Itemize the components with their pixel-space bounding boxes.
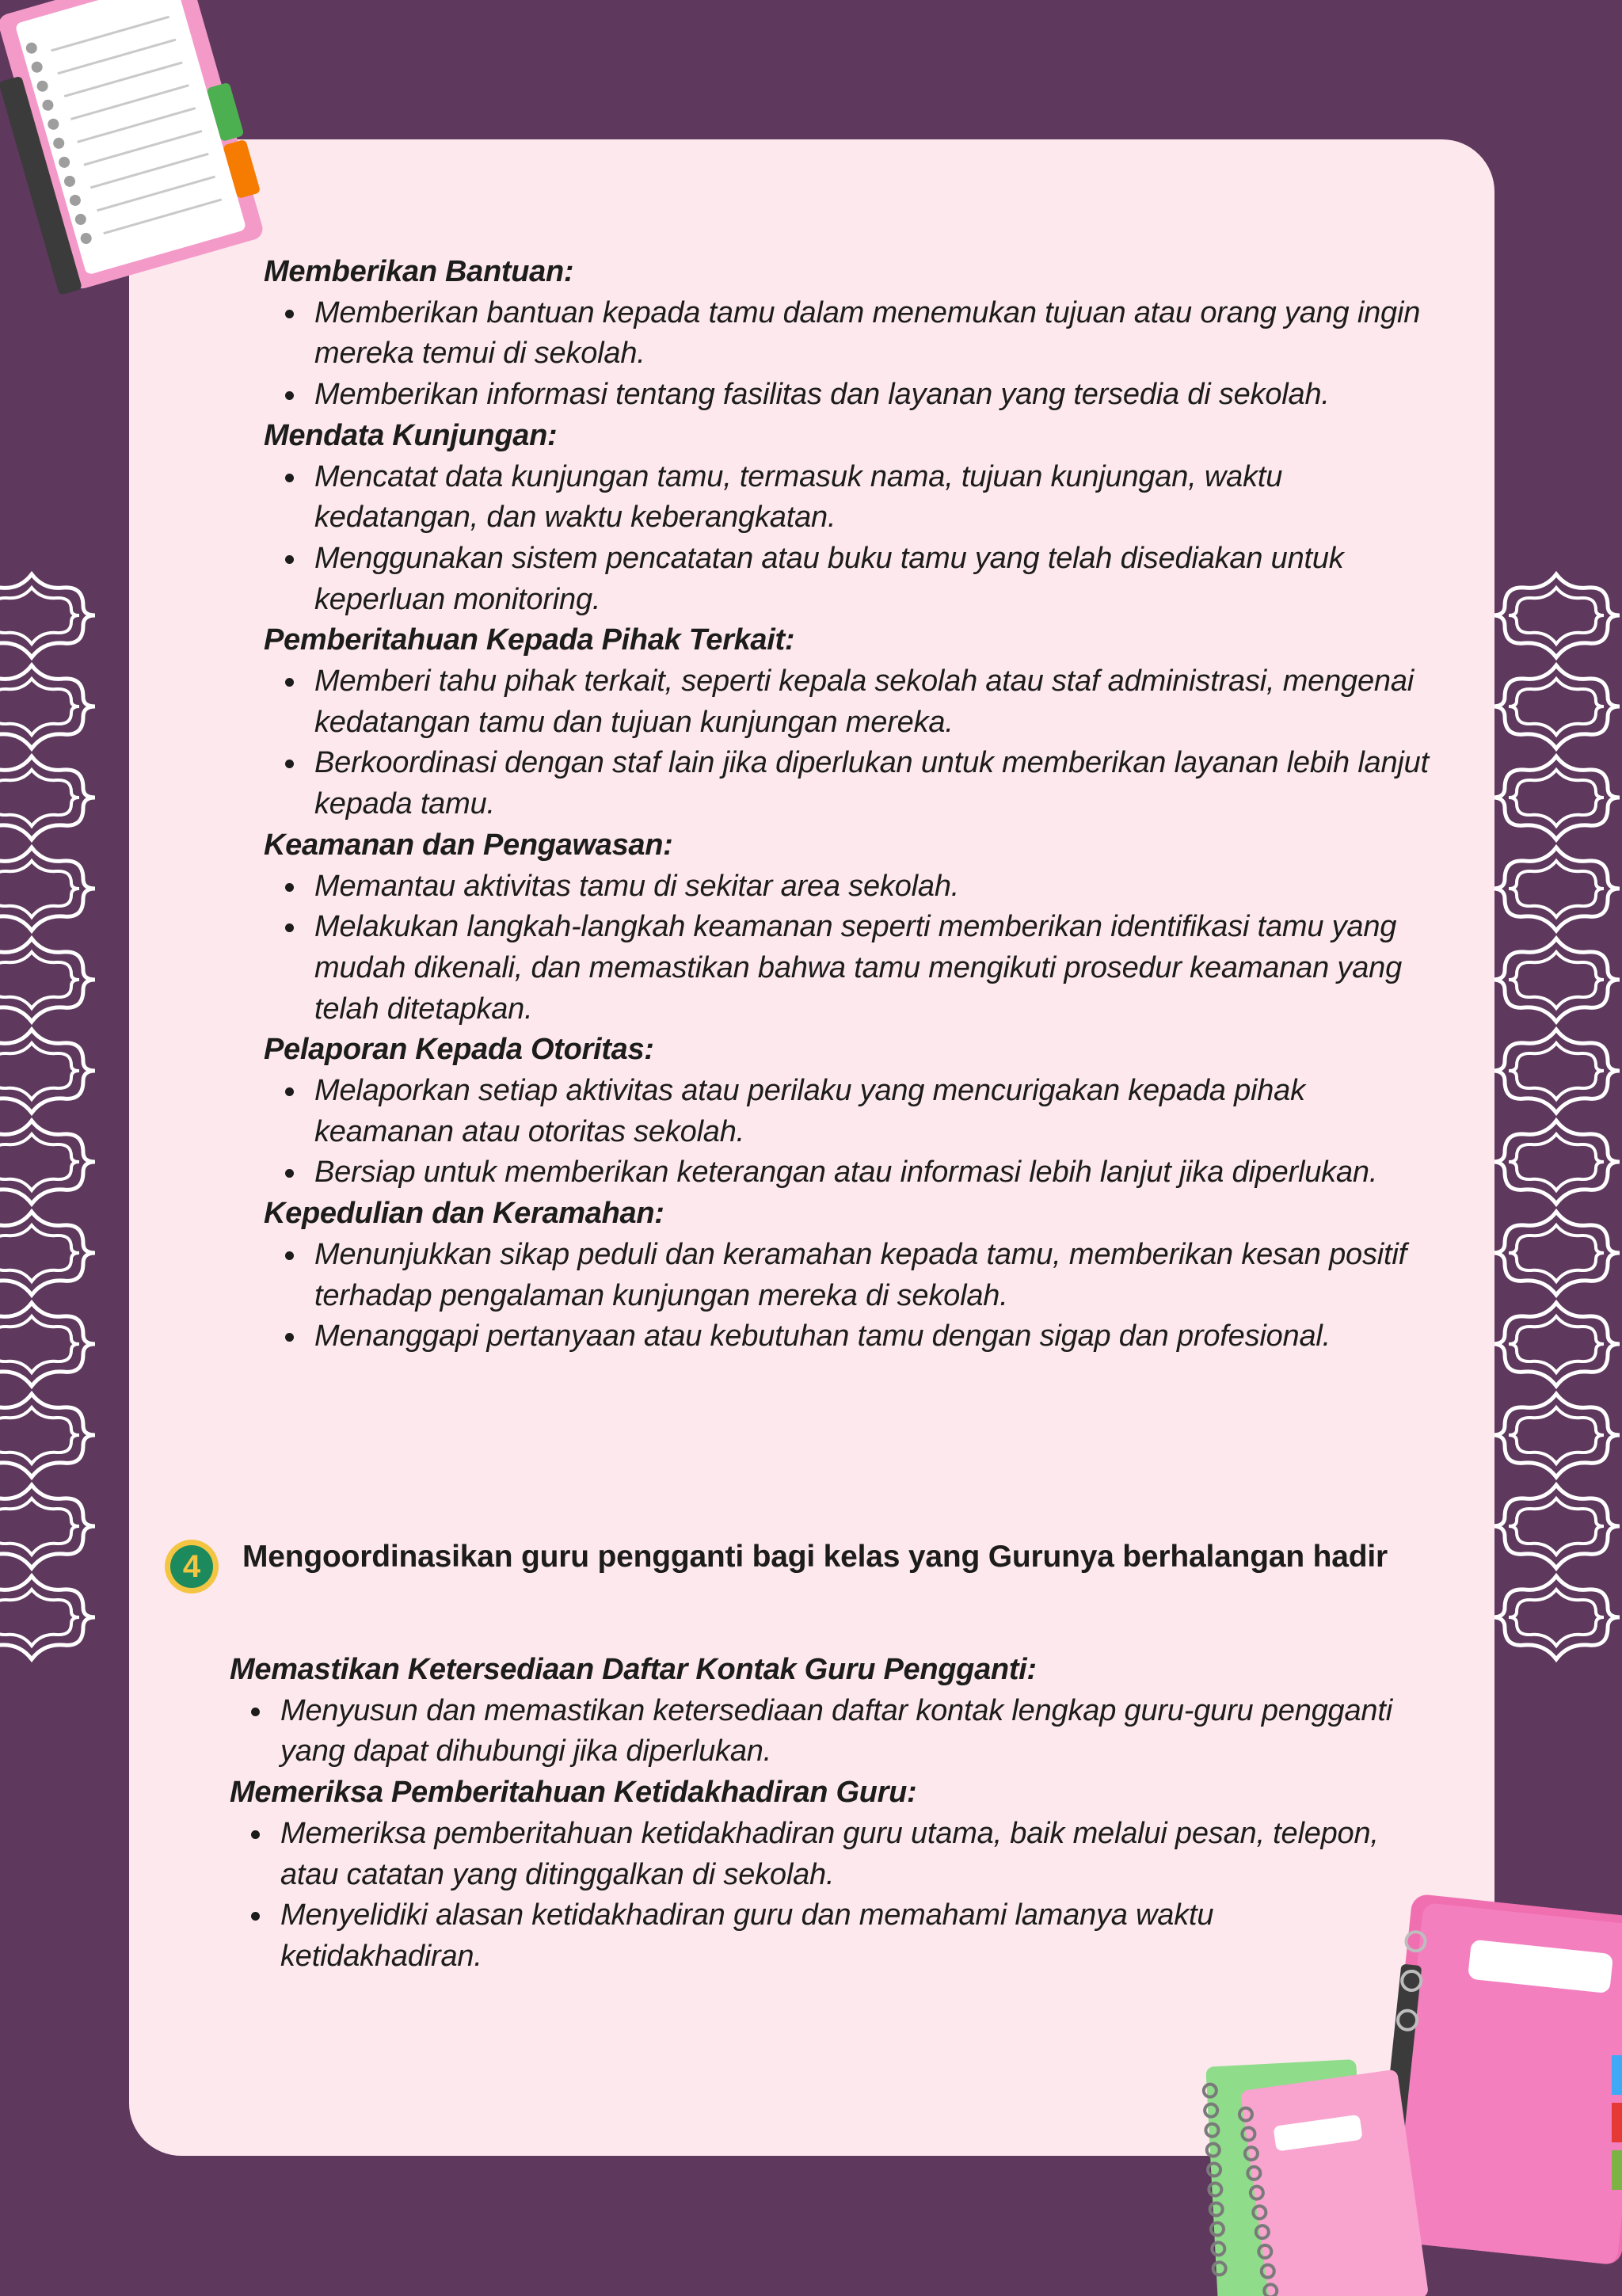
section-heading: Mengoordinasikan guru pengganti bagi kelas yang Gurunya berhalangan hadir [242, 1540, 1388, 1574]
list-item: Mencatat data kunjungan tamu, termasuk nama, tujuan kunjungan, waktu kedatangan, dan waktu keberangkatan. [314, 457, 1436, 539]
subsection-title: Memastikan Ketersediaan Daftar Kontak Guru Pengganti: [230, 1653, 1037, 1686]
section-pemberitahuan [264, 620, 1436, 825]
section-kepedulian [264, 1194, 1436, 1357]
lattice-pattern-right [1489, 570, 1622, 1663]
list-item: Melaporkan setiap aktivitas atau perilaku yang mencurigakan kepada pihak keamanan atau otoritas sekolah. [314, 1071, 1436, 1152]
section-title: Kepedulian dan Keramahan: [264, 1197, 664, 1231]
list-item: Berkoordinasi dengan staf lain jika diperlukan untuk memberikan layanan lebih lanjut kepada tamu. [314, 743, 1436, 824]
list-item: Menggunakan sistem pencatatan atau buku tamu yang telah disediakan untuk keperluan monitoring. [314, 539, 1436, 620]
section-keamanan [264, 825, 1436, 1030]
lattice-pattern-left [0, 570, 99, 1663]
section-number: 4 [170, 1545, 213, 1588]
list-item: Menanggapi pertanyaan atau kebutuhan tamu dengan sigap dan profesional. [314, 1316, 1436, 1357]
list-item: Memeriksa pemberitahuan ketidakhadiran guru utama, baik melalui pesan, telepon, atau catatan yang ditinggalkan di sekolah. [280, 1814, 1418, 1895]
list-item: Memantau aktivitas tamu di sekitar area sekolah. [314, 866, 1436, 908]
section-title: Memberikan Bantuan: [264, 255, 574, 288]
number-badge-icon [165, 1540, 219, 1593]
list-item: Menyelidiki alasan ketidakhadiran guru dan memahami lamanya waktu ketidakhadiran. [280, 1895, 1418, 1977]
notepad-icon [0, 0, 273, 301]
section-mendata-kunjungan [264, 416, 1436, 621]
list-item: Bersiap untuk memberikan keterangan atau informasi lebih lanjut jika diperlukan. [314, 1152, 1436, 1194]
subsection-title: Memeriksa Pemberitahuan Ketidakhadiran Guru: [230, 1776, 917, 1810]
list-item: Memberi tahu pihak terkait, seperti kepala sekolah atau staf administrasi, mengenai kedatangan tamu dan tujuan kunjungan mereka. [314, 661, 1436, 743]
notebooks-icon [1196, 1889, 1622, 2296]
list-item: Melakukan langkah-langkah keamanan seperti memberikan identifikasi tamu yang mudah dikenali, dan memastikan bahwa tamu mengikuti prosedur keamanan yang telah ditetapkan. [314, 907, 1436, 1030]
list-item: Memberikan informasi tentang fasilitas dan layanan yang tersedia di sekolah. [314, 375, 1436, 416]
section-memberikan-bantuan [264, 252, 1436, 416]
section-pelaporan [264, 1030, 1436, 1194]
section-title: Keamanan dan Pengawasan: [264, 828, 673, 862]
section-title: Pemberitahuan Kepada Pihak Terkait: [264, 623, 795, 657]
guest-duties-content [264, 252, 1436, 1357]
list-item: Menunjukkan sikap peduli dan keramahan kepada tamu, memberikan kesan positif terhadap pengalaman kunjungan mereka di sekolah. [314, 1235, 1436, 1316]
section-title: Pelaporan Kepada Otoritas: [264, 1033, 654, 1067]
list-item: Menyusun dan memastikan ketersediaan daftar kontak lengkap guru-guru pengganti yang dapat dihubungi jika diperlukan. [280, 1691, 1418, 1772]
list-item: Memberikan bantuan kepada tamu dalam menemukan tujuan atau orang yang ingin mereka temui di sekolah. [314, 293, 1436, 375]
section-title: Mendata Kunjungan: [264, 418, 558, 452]
